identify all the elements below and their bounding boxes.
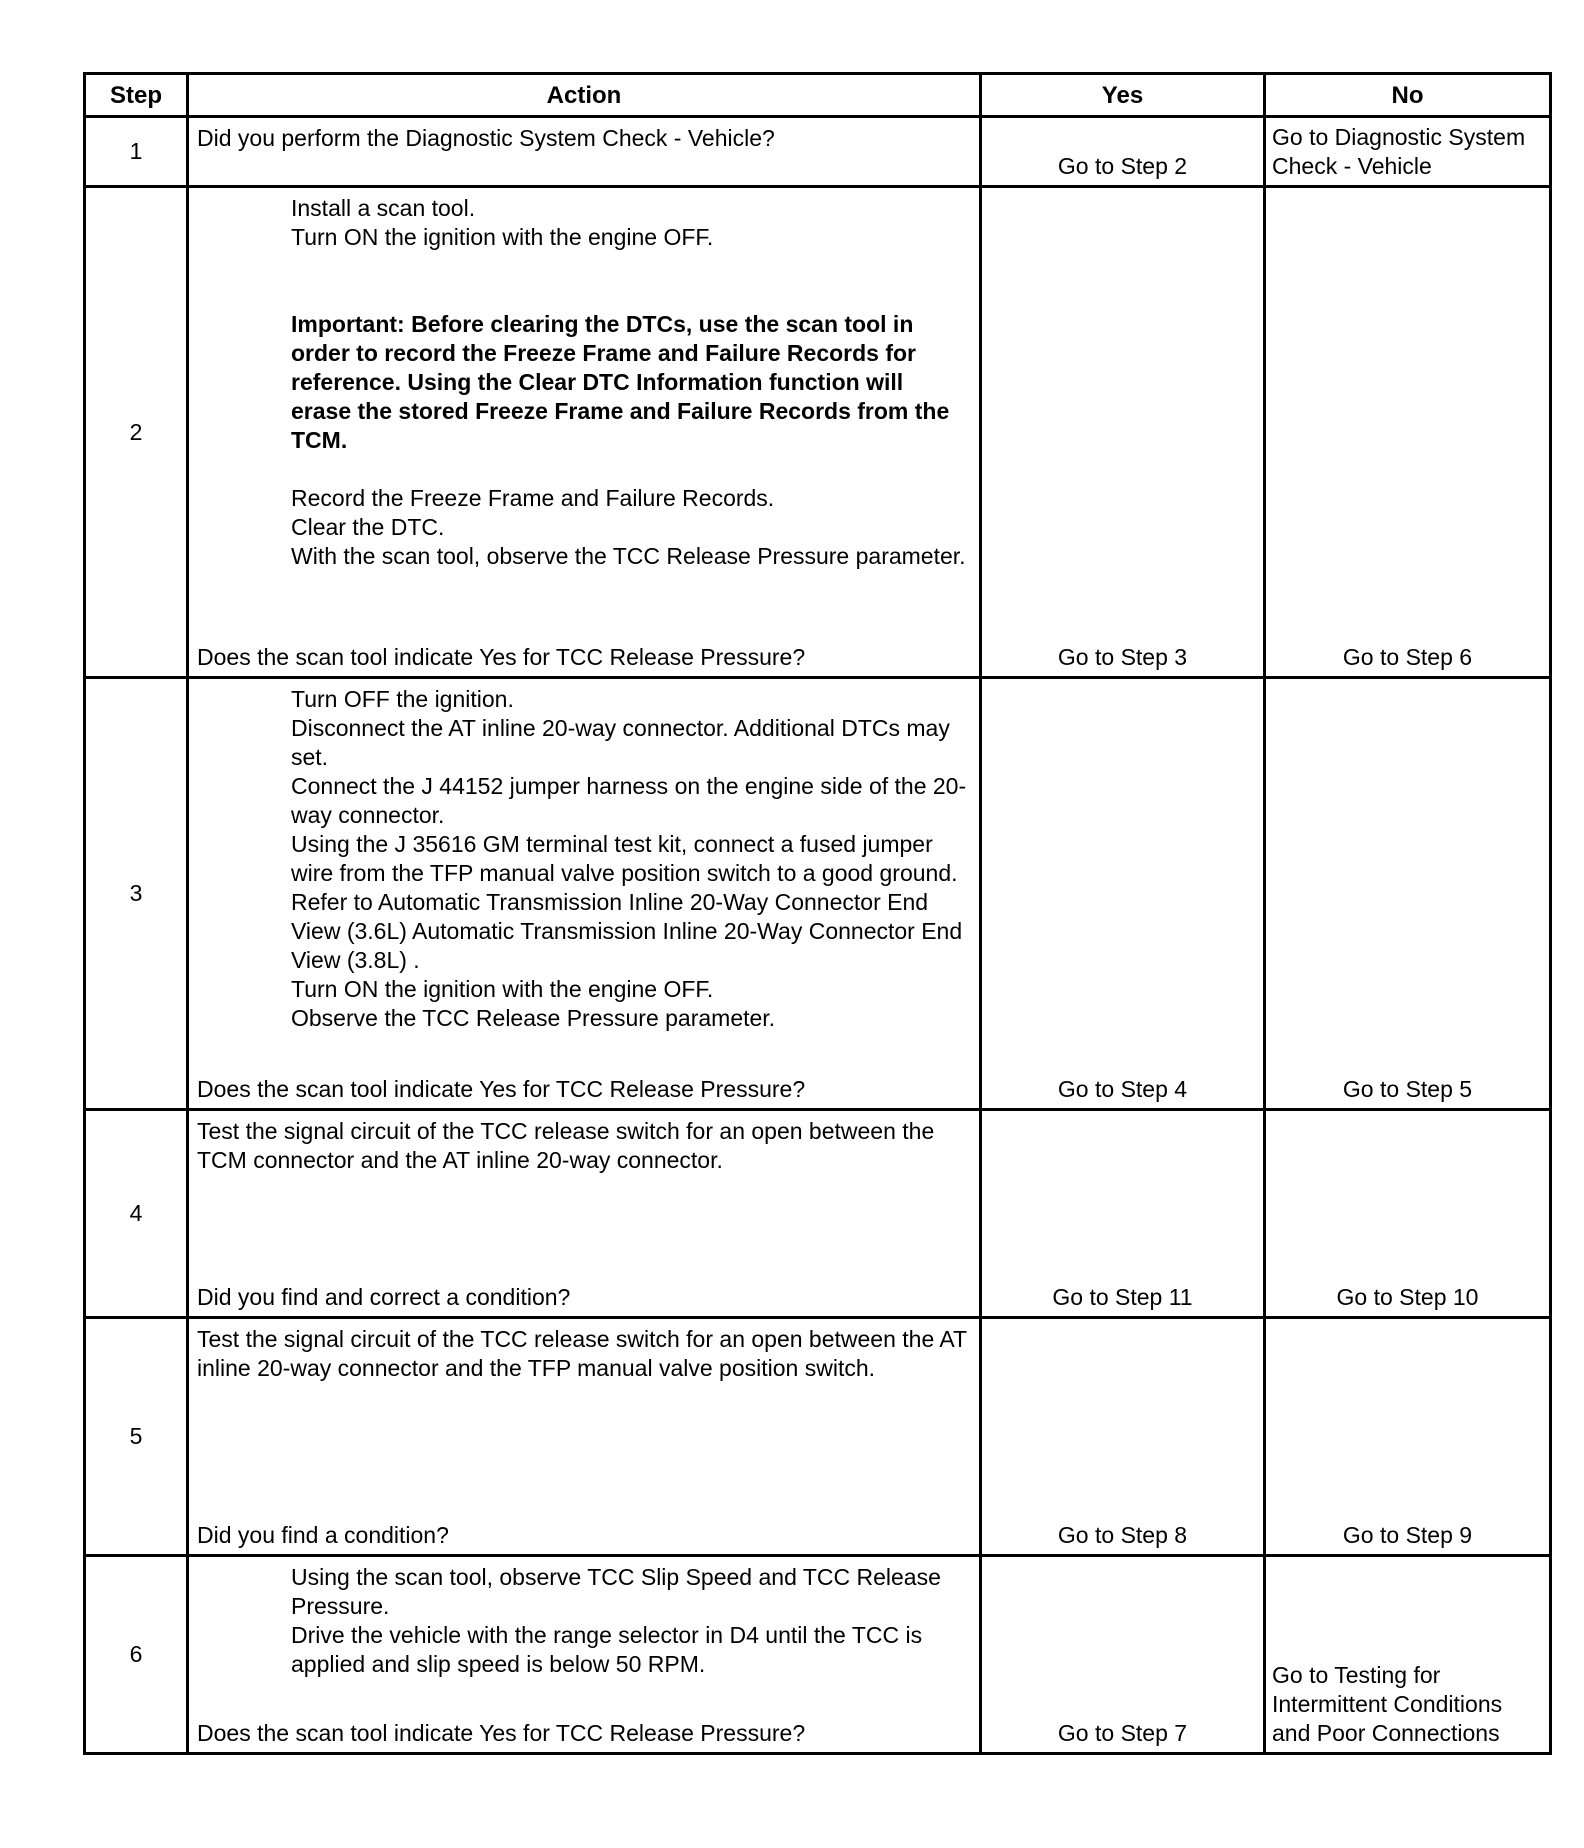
step-number: 4 bbox=[85, 1110, 188, 1318]
no-cell bbox=[1265, 1110, 1551, 1318]
yes-result: Go to Step 3 bbox=[1057, 644, 1188, 670]
action-question: Did you find a condition? bbox=[197, 1522, 449, 1548]
yes-cell bbox=[981, 1318, 1265, 1556]
no-result: Go to Step 6 bbox=[1342, 644, 1473, 670]
no-result: Go to Step 9 bbox=[1342, 1522, 1473, 1548]
yes-cell bbox=[981, 678, 1265, 1110]
table-row bbox=[85, 678, 1551, 1110]
yes-result: Go to Step 8 bbox=[1057, 1522, 1188, 1548]
header-action: Action bbox=[188, 74, 981, 117]
table-row bbox=[85, 1318, 1551, 1556]
table-row bbox=[85, 117, 1551, 187]
action-step: Using the scan tool, observe TCC Slip Speed and TCC Release Pressure. bbox=[291, 1564, 941, 1619]
no-result: Go to Diagnostic System Check - Vehicle bbox=[1272, 124, 1526, 179]
action-cell bbox=[188, 187, 981, 678]
step-number: 3 bbox=[85, 678, 188, 1110]
action-cell bbox=[188, 1110, 981, 1318]
action-step: Using the J 35616 GM terminal test kit, connect a fused jumper wire from the TFP manual valve position switch to a good ground. Refer to Automatic Transmission Inline 20-Way Connector End View (3.6L) Automatic Transmission Inline 20-Way Connector End View (3.8L) . bbox=[291, 831, 963, 973]
no-result: Go to Testing for Intermittent Conditions and Poor Connections bbox=[1272, 1662, 1503, 1746]
no-cell bbox=[1265, 1318, 1551, 1556]
table-row bbox=[85, 1556, 1551, 1754]
action-step: Drive the vehicle with the range selector in D4 until the TCC is applied and slip speed is below 50 RPM. bbox=[291, 1622, 923, 1677]
no-result: Go to Step 5 bbox=[1342, 1076, 1473, 1102]
header-row bbox=[85, 74, 1551, 117]
action-step: Turn ON the ignition with the engine OFF. bbox=[291, 224, 714, 250]
action-question: Does the scan tool indicate Yes for TCC Release Pressure? bbox=[197, 644, 806, 670]
action-step: Disconnect the AT inline 20-way connector. Additional DTCs may set. bbox=[291, 715, 950, 770]
table-row bbox=[85, 187, 1551, 678]
action-text: Did you perform the Diagnostic System Check - Vehicle? bbox=[197, 125, 775, 151]
action-question: Does the scan tool indicate Yes for TCC Release Pressure? bbox=[197, 1076, 806, 1102]
header-step: Step bbox=[85, 74, 188, 117]
important-note: Important: Before clearing the DTCs, use the scan tool in order to record the Freeze Frame and Failure Records for reference. Using the Clear DTC Information function will erase the stored Freeze Frame and Failure Records from the TCM. bbox=[291, 311, 950, 453]
action-step: Connect the J 44152 jumper harness on the engine side of the 20-way connector. bbox=[291, 773, 967, 828]
yes-result: Go to Step 2 bbox=[1057, 153, 1188, 179]
no-cell bbox=[1265, 678, 1551, 1110]
action-cell bbox=[188, 117, 981, 187]
action-step: Install a scan tool. bbox=[291, 195, 476, 221]
yes-result: Go to Step 11 bbox=[1052, 1284, 1193, 1310]
action-step: Turn OFF the ignition. bbox=[291, 686, 514, 712]
action-cell bbox=[188, 1556, 981, 1754]
action-step: With the scan tool, observe the TCC Release Pressure parameter. bbox=[291, 543, 966, 569]
no-result: Go to Step 10 bbox=[1336, 1284, 1479, 1310]
yes-cell bbox=[981, 117, 1265, 187]
yes-cell bbox=[981, 187, 1265, 678]
action-step: Observe the TCC Release Pressure parameter. bbox=[291, 1005, 776, 1031]
action-text: Test the signal circuit of the TCC release switch for an open between the TCM connector and the AT inline 20-way connector. bbox=[197, 1118, 935, 1173]
step-number: 6 bbox=[85, 1556, 188, 1754]
action-step: Record the Freeze Frame and Failure Records. bbox=[291, 485, 775, 511]
action-text: Test the signal circuit of the TCC release switch for an open between the AT inline 20-way connector and the TFP manual valve position switch. bbox=[197, 1326, 967, 1381]
action-question: Does the scan tool indicate Yes for TCC Release Pressure? bbox=[197, 1720, 806, 1746]
no-cell bbox=[1265, 187, 1551, 678]
step-number: 2 bbox=[85, 187, 188, 678]
yes-result: Go to Step 7 bbox=[1057, 1720, 1188, 1746]
yes-cell bbox=[981, 1110, 1265, 1318]
table-row bbox=[85, 1110, 1551, 1318]
yes-result: Go to Step 4 bbox=[1057, 1076, 1188, 1102]
action-step: Clear the DTC. bbox=[291, 514, 445, 540]
no-cell bbox=[1265, 117, 1551, 187]
yes-cell bbox=[981, 1556, 1265, 1754]
diagnostic-table bbox=[83, 72, 1552, 1755]
action-question: Did you find and correct a condition? bbox=[197, 1284, 571, 1310]
step-number: 1 bbox=[85, 117, 188, 187]
header-no: No bbox=[1265, 74, 1551, 117]
action-step: Turn ON the ignition with the engine OFF. bbox=[291, 976, 714, 1002]
step-number: 5 bbox=[85, 1318, 188, 1556]
action-cell bbox=[188, 678, 981, 1110]
header-yes: Yes bbox=[981, 74, 1265, 117]
no-cell bbox=[1265, 1556, 1551, 1754]
action-cell bbox=[188, 1318, 981, 1556]
